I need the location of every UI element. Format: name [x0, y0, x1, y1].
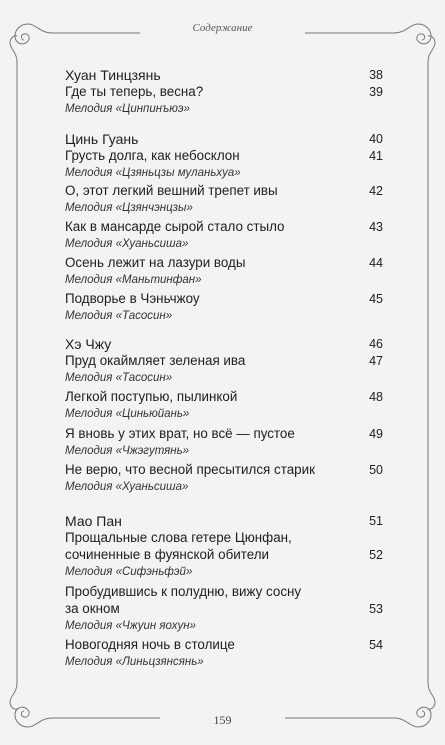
- page-number: 41: [369, 149, 383, 163]
- poem-melody: Мелодия «Цинпинъюэ»: [65, 103, 190, 115]
- poem-title: Пробудившись к полудню, вижу сосну: [65, 584, 302, 599]
- poem-title: Пруд окаймляет зеленая ива: [65, 353, 246, 368]
- page-number: 54: [369, 638, 383, 652]
- page-number: 50: [369, 463, 383, 477]
- page-number: 53: [369, 602, 383, 616]
- page-number: 42: [369, 184, 383, 198]
- poem-melody: Мелодия «Цзяньцзы муланьхуа»: [65, 167, 241, 179]
- poem-melody: Мелодия «Линьцзянсянь»: [65, 656, 204, 668]
- author-heading: Хэ Чжу: [65, 336, 112, 352]
- poem-melody: Мелодия «Цзянчэнцзы»: [65, 202, 193, 214]
- page-number: 43: [369, 220, 383, 234]
- poem-title: Грусть долга, как небосклон: [65, 148, 240, 163]
- page-number: 38: [369, 68, 383, 82]
- poem-title: Легкой поступью, пылинкой: [65, 389, 238, 404]
- page-number: 48: [369, 390, 383, 404]
- page-number: 52: [369, 548, 383, 562]
- page-number: 49: [369, 427, 383, 441]
- poem-melody: Мелодия «Сифэньфэй»: [65, 566, 193, 578]
- page-number: 47: [369, 354, 383, 368]
- author-heading: Цинь Гуань: [65, 131, 139, 147]
- poem-melody: Мелодия «Чжэгутянь»: [65, 445, 190, 457]
- folio-number: 159: [206, 713, 240, 727]
- folio: [0, 713, 445, 728]
- author-heading: Мао Пан: [65, 513, 122, 529]
- poem-melody: Мелодия «Хуаньсиша»: [65, 238, 189, 250]
- poem-title: О, этот легкий вешний трепет ивы: [65, 183, 278, 198]
- poem-melody: Мелодия «Циньюйань»: [65, 408, 190, 420]
- poem-melody: Мелодия «Тасосин»: [65, 310, 173, 322]
- author-heading: Хуан Тинцзянь: [65, 67, 161, 83]
- page-number: 40: [369, 132, 383, 146]
- poem-title: Новогодняя ночь в столице: [65, 637, 235, 652]
- page-number: 39: [369, 85, 383, 99]
- page-number: 46: [369, 337, 383, 351]
- poem-title: Подворье в Чэньчжоу: [65, 291, 200, 306]
- poem-title: Прощальные слова гетере Цюнфан,: [65, 530, 292, 545]
- poem-title: Где ты теперь, весна?: [65, 84, 204, 99]
- poem-melody: Мелодия «Маньтинфан»: [65, 274, 202, 286]
- poem-title: Осень лежит на лазури воды: [65, 255, 246, 270]
- poem-title-continued: сочиненные в фуянской обители: [65, 547, 269, 562]
- poem-melody: Мелодия «Хуаньсиша»: [65, 481, 189, 493]
- poem-title: Я вновь у этих врат, но всё — пустое: [65, 426, 295, 441]
- poem-melody: Мелодия «Чжуин яохун»: [65, 620, 196, 632]
- poem-title-continued: за окном: [65, 601, 120, 616]
- poem-melody: Мелодия «Тасосин»: [65, 372, 173, 384]
- running-head-text: Содержание: [184, 22, 260, 34]
- poem-title: Не верю, что весной пресытился старик: [65, 462, 315, 477]
- page-number: 45: [369, 292, 383, 306]
- poem-title: Как в мансарде сырой стало стыло: [65, 219, 285, 234]
- page-number: 51: [369, 514, 383, 528]
- page-number: 44: [369, 256, 383, 270]
